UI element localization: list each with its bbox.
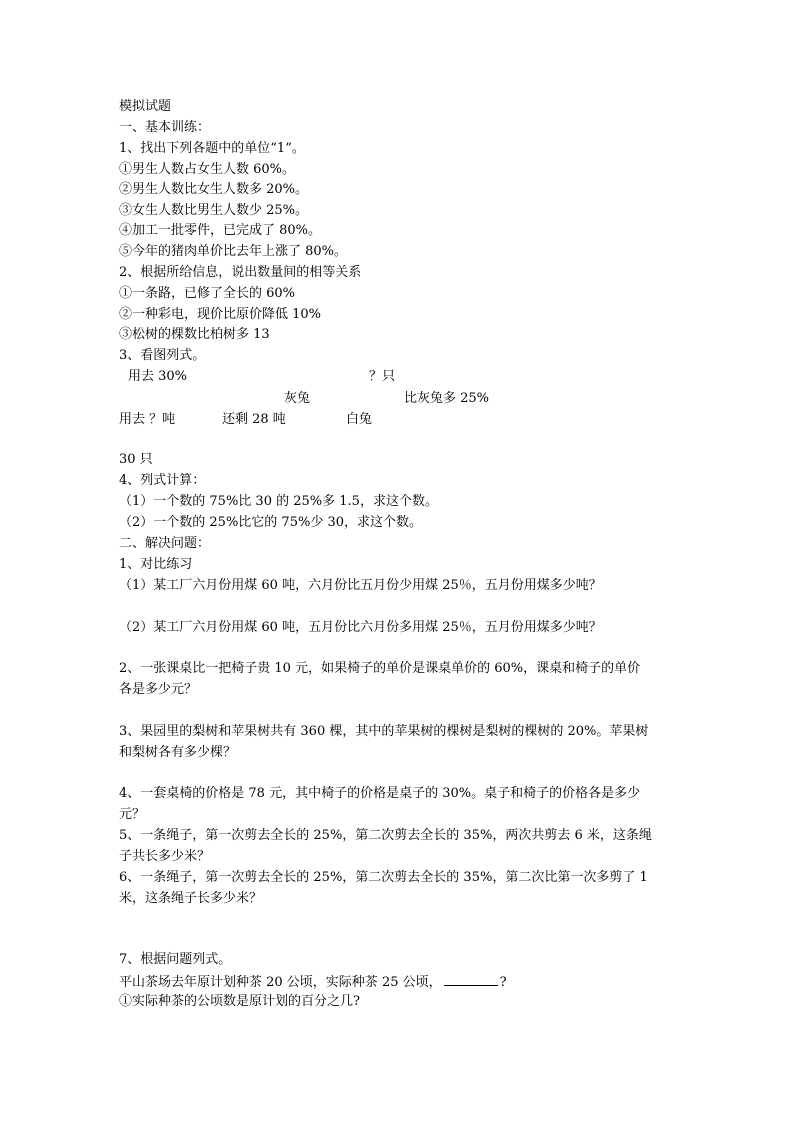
- p1-b: （2）某工厂六月份用煤 60 吨，五月份比六月份多用煤 25％，五月份用煤多少吨？: [119, 620, 602, 635]
- p4-line-2: 元？: [119, 807, 146, 822]
- q3-prompt: 3、看图列式。: [119, 348, 206, 363]
- fig-remaining: 还剩 28 吨: [222, 412, 286, 427]
- p7-prompt: 7、根据问题列式。: [119, 952, 232, 967]
- fig-used-tons: 用去 ？吨: [119, 412, 176, 427]
- p5-line-1: 5、一条绳子，第一次剪去全长的 25%，第二次剪去全长的 35%，两次共剪去 6 米，这条绳: [119, 828, 652, 843]
- exam-title: 模拟试题: [119, 99, 172, 114]
- p3-line-1: 3、果园里的梨树和苹果树共有 360 棵，其中的苹果树的棵树是梨树的棵树的 20%。苹果树: [119, 724, 649, 739]
- q1-item-4: ④加工一批零件，已完成了 80%。: [119, 223, 322, 238]
- q2-prompt: 2、根据所给信息，说出数量间的相等关系: [119, 265, 362, 280]
- fig-thirty: 30 只: [119, 452, 153, 467]
- fig-gray-rabbit: 灰兔: [284, 391, 311, 406]
- p6-line-2: 米，这条绳子长多少米？: [119, 891, 263, 906]
- fig-more-than-gray: 比灰兔多 25%: [404, 391, 490, 406]
- p2-line-1: 2、一张课桌比一把椅子贵 10 元，如果椅子的单价是课桌单价的 60%，课桌和椅子的单价: [119, 661, 641, 676]
- p5-line-2: 子共长多少米？: [119, 849, 211, 864]
- q1-item-1: ①男生人数占女生人数 60%。: [119, 162, 296, 177]
- p7-stem-end: ?: [499, 975, 507, 990]
- section-1-heading: 一、基本训练：: [119, 120, 211, 135]
- q2-item-1: ①一条路，已修了全长的 60%: [119, 286, 296, 301]
- answer-blank[interactable]: [444, 973, 498, 986]
- fig-white-rabbit: 白兔: [346, 412, 373, 427]
- q1-item-5: ⑤今年的猪肉单价比去年上涨了 80%。: [119, 244, 348, 259]
- p2-line-2: 各是多少元？: [119, 682, 198, 697]
- section-2-heading: 二、解决问题：: [119, 536, 211, 551]
- p1-a: （1）某工厂六月份用煤 60 吨，六月份比五月份少用煤 25％，五月份用煤多少吨？: [119, 578, 602, 593]
- p4-line-1: 4、一套桌椅的价格是 78 元，其中椅子的价格是桌子的 30%。桌子和椅子的价格各是多少: [119, 786, 641, 801]
- q4-prompt: 4、列式计算：: [119, 473, 206, 488]
- p7-sub-1: ①实际种茶的公顷数是原计划的百分之几?: [119, 994, 360, 1009]
- q1-item-3: ③女生人数比男生人数少 25%。: [119, 203, 309, 218]
- q2-item-2: ②一种彩电，现价比原价降低 10%: [119, 307, 322, 322]
- q2-item-3: ③松树的棵数比柏树多 13: [119, 327, 270, 342]
- p6-line-1: 6、一条绳子，第一次剪去全长的 25%，第二次剪去全长的 35%，第二次比第一次多剪了 1: [119, 870, 648, 885]
- q1-item-2: ②男生人数比女生人数多 20%。: [119, 182, 309, 197]
- fig-used-percent: 用去 30%: [128, 369, 188, 384]
- p7-stem: [119, 973, 507, 991]
- p1-prompt: 1、对比练习: [119, 557, 193, 572]
- fig-question-count: ？只: [369, 369, 396, 384]
- q4-item-1: （1）一个数的 75%比 30 的 25%多 1.5，求这个数。: [119, 494, 438, 509]
- q4-item-2: （2）一个数的 25%比它的 75%少 30，求这个数。: [119, 515, 422, 530]
- p7-stem-text: 平山茶场去年原计划种茶 20 公顷，实际种茶 25 公顷，: [119, 975, 442, 990]
- q1-prompt: 1、找出下列各题中的单位“1”。: [119, 141, 305, 156]
- p3-line-2: 和梨树各有多少棵？: [119, 745, 237, 760]
